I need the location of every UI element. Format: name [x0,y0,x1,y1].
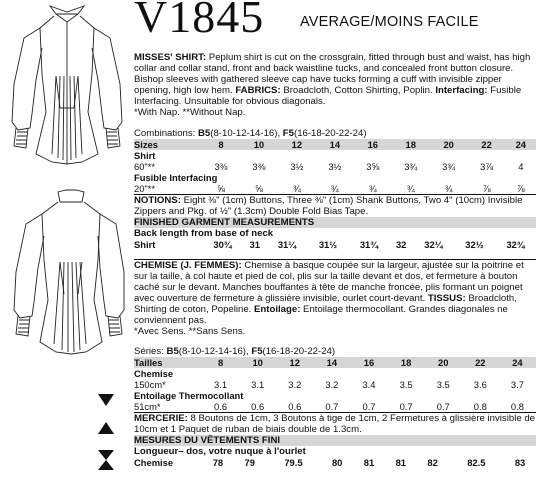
table-cell: 3.7 [510,379,524,390]
table-cell: 18 [400,357,412,368]
table-cell: ¾ [444,183,453,194]
fusible-label-row: Fusible Interfacing [134,172,218,183]
entoilage-yardage-row: 51cm* 0.6 0.6 0.6 0.7 0.7 0.7 0.7 0.8 0.8 [134,401,536,412]
table-cell: ¾ [330,183,339,194]
table-cell: 3.5 [436,379,450,390]
description-text: Broadcloth, Shirting de coton, Popeline. [134,293,517,315]
pattern-number: V1845 [134,0,265,42]
description-text: Chemise à basque coupée sur la largeur, ajustée sur la poitrine et sur la taille, à col haute et pied de col, plis sur la taille devant et dos, et fermeture à bouton caché sur le devant. Manches bouffantes à tête de manche froncée, plis formant un poignet avec ouverture de fermeture à glissière invisible, ourlet court-devant. [134,260,524,304]
table-cell: 22 [481,139,492,150]
table-cell: 10 [252,357,263,368]
tailles-row: Tailles 8 10 12 14 16 18 20 22 24 [134,357,536,368]
french-back-length-label: Longueur– dos, votre nuque à l'ourlet [134,446,306,457]
table-cell: 18 [405,139,416,150]
table-cell: 3.1 [251,379,265,390]
table-cell: 10 [253,139,265,150]
english-yardage-table [134,139,536,194]
nap-note-fr: *Avec Sens. **Sans Sens. [134,326,246,337]
table-cell: 3.2 [325,379,339,390]
table-cell: 8 [218,139,224,150]
table-cell: 0.7 [362,401,376,412]
english-notions: NOTIONS: Eight ⅜" (1cm) Buttons, Three ⅜" (1cm) Shank Buttons, Two 4" (10cm) Invisible Zippers and Pkg. of ½" (1.3cm) Double Fold Bias Tape. [134,194,536,217]
chemise-yardage-row: 150cm* 3.1 3.1 3.2 3.2 3.4 3.5 3.5 3.6 3.7 [134,379,536,390]
table-cell: 32½ [465,239,484,250]
french-description [134,259,536,337]
entoilage-label-row: Entoilage Thermocollant [134,390,244,401]
table-cell: 0.8 [473,401,487,412]
table-cell: ¾ [406,183,415,194]
nap-note: *With Nap. **Without Nap. [134,107,246,118]
table-cell: 3½ [290,161,304,172]
finished-measurements-title: FINISHED GARMENT MEASUREMENTS [134,217,536,228]
table-cell: 83 [514,457,526,468]
description-heading: MISSES' SHIRT: [134,52,207,63]
description-text: Entoilage thermocollant. Grandes diagonales ne conviennent pas. [134,304,508,326]
table-cell: 31½ [318,239,338,250]
description-heading: TISSUS: [427,293,466,304]
table-cell: 3⅝ [366,161,380,172]
table-cell: 4 [518,161,524,172]
table-cell: 3.1 [214,379,228,390]
table-cell: 78 [212,457,224,468]
table-cell: 22 [475,357,486,368]
table-cell: 30¾ [213,239,232,250]
description-text: Fusible Interfacing. Unsuitable for obvious diagonals. [134,85,522,107]
table-cell: 3½ [328,161,342,172]
table-cell: 24 [515,139,527,150]
combinations-line: Combinations: B5(8-10-12-14-16), F5(16-18-20-22-24) [134,128,367,139]
table-cell: 32 [395,239,407,250]
table-cell: 3.2 [288,379,302,390]
back-length-label: Back length from base of neck [134,228,274,239]
french-finished-table [134,457,536,468]
french-yardage-section [134,346,536,468]
table-cell: ⅞ [516,183,525,194]
table-cell: 20 [443,139,454,150]
table-cell: 3⅜ [214,161,228,172]
triangle-up-icon [96,420,116,436]
table-cell: 3⅜ [252,161,266,172]
table-cell: 0.8 [510,401,524,412]
table-cell: 3.6 [473,379,487,390]
table-cell: 14 [326,357,338,368]
shirt-yardage-row: 60"** 3⅜ 3⅜ 3½ 3½ 3⅝ 3¾ 3¾ 3⅞ 4 [134,161,536,172]
table-cell: 16 [363,357,375,368]
hourglass-icon [96,448,116,472]
table-cell: ¾ [368,183,377,194]
fusible-yardage-row: 20"** ⅝ ⅝ ¾ ¾ ¾ ¾ ¾ ⅞ ⅞ [134,183,536,194]
description-heading: Entoilage: [254,304,301,315]
table-cell: 0.7 [325,401,339,412]
difficulty-level: AVERAGE/MOINS FACILE [300,14,479,30]
table-cell: 3¾ [442,161,456,172]
english-finished-table [134,239,536,250]
english-description [134,52,536,118]
table-cell: 31 [249,239,260,250]
english-yardage-section [134,128,536,250]
table-cell: 3.5 [399,379,413,390]
table-cell: 79 [244,457,255,468]
table-cell: 12 [291,139,303,150]
table-cell: 0.7 [399,401,413,412]
table-cell: 0.6 [251,401,265,412]
shirt-back-illustration [6,184,128,374]
table-cell: 3.4 [362,379,376,390]
table-cell: 32¾ [506,239,525,250]
description-text: Broadcloth, Cotton Shirting, Poplin. [280,85,436,96]
finished-shirt-row: Shirt 30¾ 31 31¼ 31½ 31¾ 32 32¼ 32½ 32¾ [134,239,536,250]
table-cell: 80 [331,457,343,468]
table-cell: ¾ [292,183,301,194]
shirt-label-row: Shirt [134,150,156,161]
table-cell: 16 [367,139,378,150]
table-cell: 0.6 [288,401,302,412]
description-heading: CHEMISE (J. FEMMES): [134,260,242,271]
chemise-label-row: Chemise [134,368,174,379]
table-cell: 81 [395,457,406,468]
table-cell: ⅝ [217,183,225,194]
table-cell: 14 [329,139,341,150]
table-cell: 32¼ [424,239,443,250]
triangle-down-icon [96,392,116,408]
table-cell: 3¾ [404,161,418,172]
french-yardage-table [134,357,536,412]
sizes-row: Sizes 8 10 12 14 16 18 20 22 24 [134,139,536,150]
table-cell: 8 [217,357,224,368]
table-cell: 3⅞ [480,161,494,172]
table-cell: 20 [437,357,449,368]
french-finished-title: MESURES DU VÊTEMENTS FINI [134,435,536,446]
table-cell: 81 [363,457,375,468]
table-cell: ⅞ [482,183,491,194]
series-line: Séries: B5(8-10-12-14-16), F5(16-18-20-22-24) [134,346,336,357]
table-cell: 12 [289,357,300,368]
shirt-front-illustration [6,4,128,184]
french-notions: MERCERIE: 8 Boutons de 1cm, 3 Boutons à tige de 1cm, 2 Fermetures à glissière invisible de 10cm et 1 Paquet de ruban de biais double de 1.3cm. [134,413,535,435]
table-cell: 82 [427,457,438,468]
finished-chemise-row: Chemise 78 79 79.5 80 81 81 82 82.5 83 [134,457,536,468]
description-heading: FABRICS: [235,85,281,96]
table-cell: 0.6 [214,401,228,412]
description-heading: Interfacing: [435,85,488,96]
table-cell: ⅝ [255,183,263,194]
table-cell: 24 [512,357,523,368]
table-cell: 31¾ [359,239,379,250]
table-cell: 0.7 [436,401,450,412]
table-cell: 82.5 [467,457,486,468]
table-cell: 79.5 [284,457,303,468]
table-cell: 31¼ [277,239,297,250]
description-text: Peplum shirt is cut on the crossgrain, fitted through bust and waist, has high collar and collar stand, front and back waistline tucks, and concealed front button closure. Bishop sleeves with gathered sleeve cap have tucks forming a cuff with invisible zipper opening, high low hem. [134,52,531,96]
